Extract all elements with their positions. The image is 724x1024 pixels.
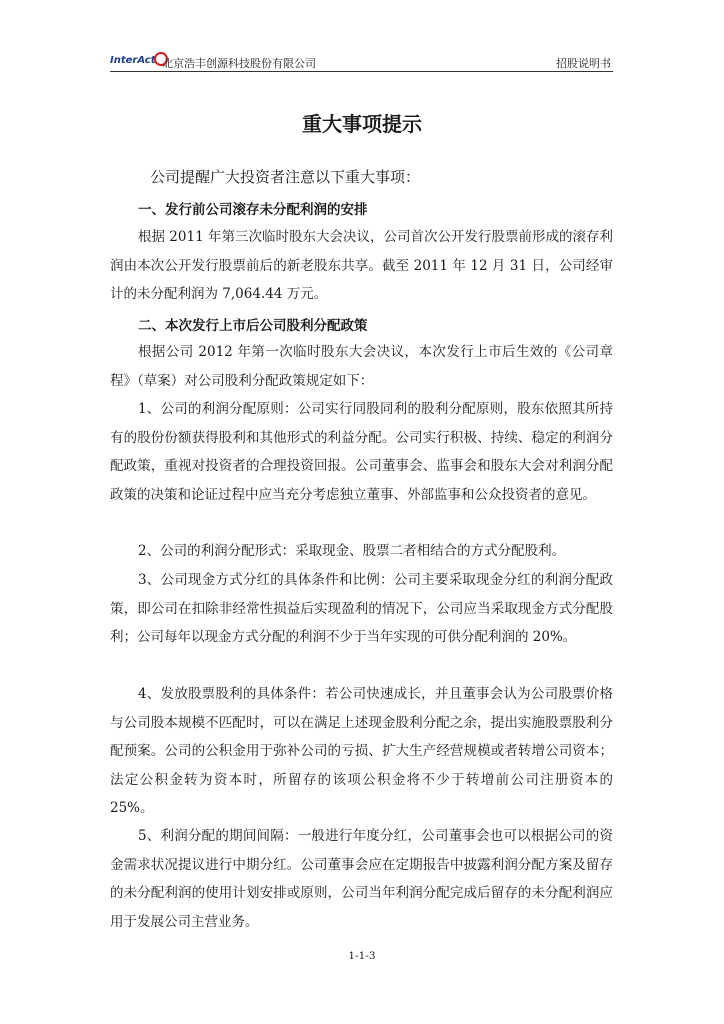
section-1-paragraph-1: 根据 2011 年第三次临时股东大会决议，公司首次公开发行股票前形成的滚存利润由本次公开发行股票前后的新老股东共享。截至 2011 年 12 月 31 日，公司经审计的未分配利润为 7,064.44 万元。: [110, 229, 613, 302]
section-2-paragraph-2: 1、公司的利润分配原则：公司实行同股同利的股利分配原则，股东依照其所持有的股份份额获得股利和其他形式的利益分配。公司实行积极、持续、稳定的利润分配政策，重视对投资者的合理投资回报。公司董事会、监事会和股东大会对利润分配政策的决策和论证过程中应当充分考虑独立董事、外部监事和公众投资者的意见。: [110, 401, 613, 503]
section-2-paragraph-6: 5、利润分配的期间间隔：一般进行年度分红，公司董事会也可以根据公司的资金需求状况提议进行中期分红。公司董事会应在定期报告中披露利润分配方案及留存的未分配利润的使用计划安排或原则，公司当年利润分配完成后留存的未分配利润应用于发展公司主营业务。: [110, 828, 613, 930]
section-2-paragraph-4: 3、公司现金方式分红的具体条件和比例：公司主要采取现金分红的利润分配政策，即公司在扣除非经常性损益后实现盈利的情况下，公司应当采取现金方式分配股利；公司每年以现金方式分配的利润不少于当年实现的可供分配利润的 20%。: [110, 572, 613, 645]
company-logo: InterAct: [110, 52, 168, 66]
intro-line: 公司提醒广大投资者注意以下重大事项：: [150, 168, 421, 186]
header-company-name: 北京浩丰创源科技股份有限公司: [162, 57, 316, 70]
section-2-paragraph-3: 2、公司的利润分配形式：采取现金、股票二者相结合的方式分配股利。: [138, 543, 566, 559]
page-header: [110, 51, 613, 72]
header-document-type: 招股说明书: [556, 57, 611, 70]
section-1-heading: 一、发行前公司滚存未分配利润的安排: [138, 202, 368, 218]
page-number: 1-1-3: [348, 950, 376, 962]
section-2-paragraph-1: 根据公司 2012 年第一次临时股东大会决议，本次发行上市后生效的《公司章程》（草案）对公司股利分配政策规定如下：: [110, 344, 613, 389]
section-2-heading: 二、本次发行上市后公司股利分配政策: [138, 318, 368, 334]
page-title: 重大事项提示: [302, 112, 422, 136]
section-2-paragraph-5: 4、发放股票股利的具体条件：若公司快速成长，并且董事会认为公司股票价格与公司股本规模不匹配时，可以在满足上述现金股利分配之余，提出实施股票股利分配预案。公司的公积金用于弥补公司的亏损、扩大生产经营规模或者转增公司资本；法定公积金转为资本时，所留存的该项公积金将不少于转增前公司注册资本的 25%。: [110, 686, 613, 816]
